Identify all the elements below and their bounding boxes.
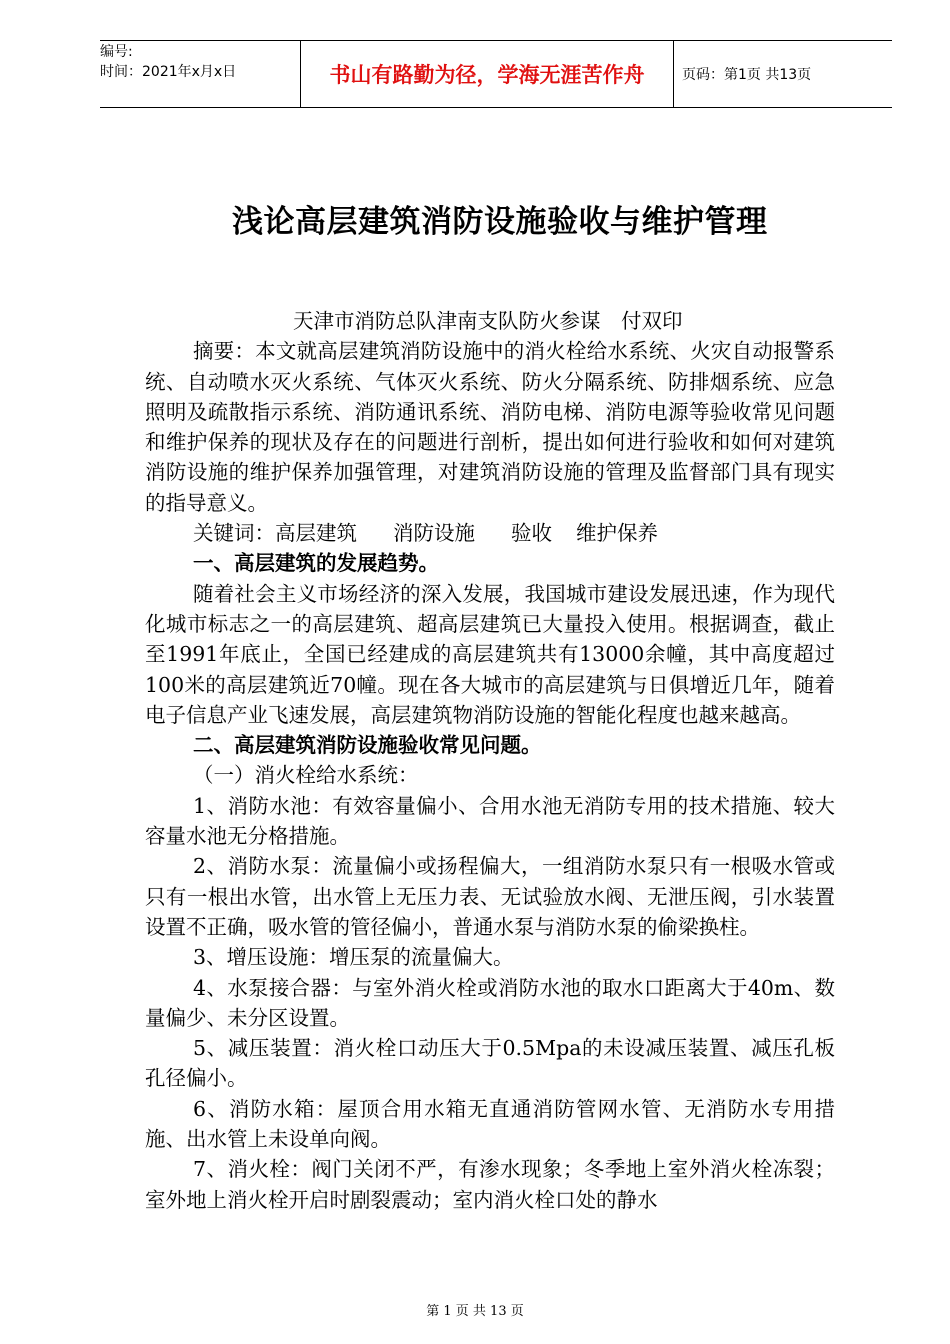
time-label: 时间：2021年x月x日 <box>100 64 237 80</box>
header-meta <box>100 41 300 107</box>
keywords <box>145 518 835 548</box>
header-page-info: 页码：第1页 共13页 <box>682 67 812 83</box>
document-title: 浅论高层建筑消防设施验收与维护管理 <box>232 204 768 240</box>
page-footer: 第 1 页 共 13 页 <box>426 1304 524 1319</box>
keywords-label: 关键词： <box>193 521 275 546</box>
header-motto: 书山有路勤为径，学海无涯苦作舟 <box>300 41 674 107</box>
section-body: 随着社会主义市场经济的深入发展，我国城市建设发展迅速，作为现代化城市标志之一的高层建筑、超高层建筑已大量投入使用。根据调查，截止至1991年底止，全国已经建成的高层建筑共有13000余幢，其中高度超过100米的高层建筑近70幢。现在各大城市的高层建筑与日俱增近几年，随着电子信息产业飞速发展，高层建筑物消防设施的智能化程度也越来越高。 <box>145 581 835 727</box>
section-heading: 一、高层建筑的发展趋势。 <box>193 551 439 576</box>
keyword: 消防设施 <box>393 521 475 546</box>
keyword: 高层建筑 <box>275 521 357 546</box>
document-body <box>145 306 835 1215</box>
number-label: 编号: <box>100 44 133 60</box>
list-item: 5、减压装置：消火栓口动压大于0.5Mpa的未设减压装置、减压孔板孔径偏小。 <box>145 1036 835 1091</box>
list-item: 2、消防水泵：流量偏小或扬程偏大，一组消防水泵只有一根吸水管或只有一根出水管，出水管上无压力表、无试验放水阀、无泄压阀，引水装置设置不正确，吸水管的管径偏小，普通水泵与消防水泵的偷梁换柱。 <box>145 854 835 939</box>
abstract: 摘要：本文就高层建筑消防设施中的消火栓给水系统、火灾自动报警系统、自动喷水灭火系统、气体灭火系统、防火分隔系统、防排烟系统、应急照明及疏散指示系统、消防通讯系统、消防电梯、消防电源等验收常见问题和维护保养的现状及存在的问题进行剖析，提出如何进行验收和如何对建筑消防设施的维护保养加强管理，对建筑消防设施的管理及监督部门具有现实的指导意义。 <box>145 339 835 515</box>
page-header <box>100 40 892 108</box>
list-item: 3、增压设施：增压泵的流量偏大。 <box>193 945 514 970</box>
author-line: 天津市消防总队津南支队防火参谋 付双印 <box>293 309 683 333</box>
subsection-heading: （一）消火栓给水系统： <box>193 763 419 788</box>
keyword: 验收 <box>511 521 552 546</box>
list-item: 7、消火栓：阀门关闭不严，有渗水现象；冬季地上室外消火栓冻裂；室外地上消火栓开启时剧裂震动；室内消火栓口处的静水 <box>145 1157 835 1212</box>
keyword: 维护保养 <box>576 521 658 546</box>
list-item: 4、水泵接合器：与室外消火栓或消防水池的取水口距离大于40m、数量偏少、未分区设置。 <box>145 975 835 1030</box>
section-heading: 二、高层建筑消防设施验收常见问题。 <box>193 733 542 758</box>
list-item: 1、消防水池：有效容量偏小、合用水池无消防专用的技术措施、较大容量水池无分格措施。 <box>145 793 835 849</box>
list-item: 6、消防水箱：屋顶合用水箱无直通消防管网水管、无消防水专用措施、出水管上未设单向阀。 <box>145 1096 835 1152</box>
